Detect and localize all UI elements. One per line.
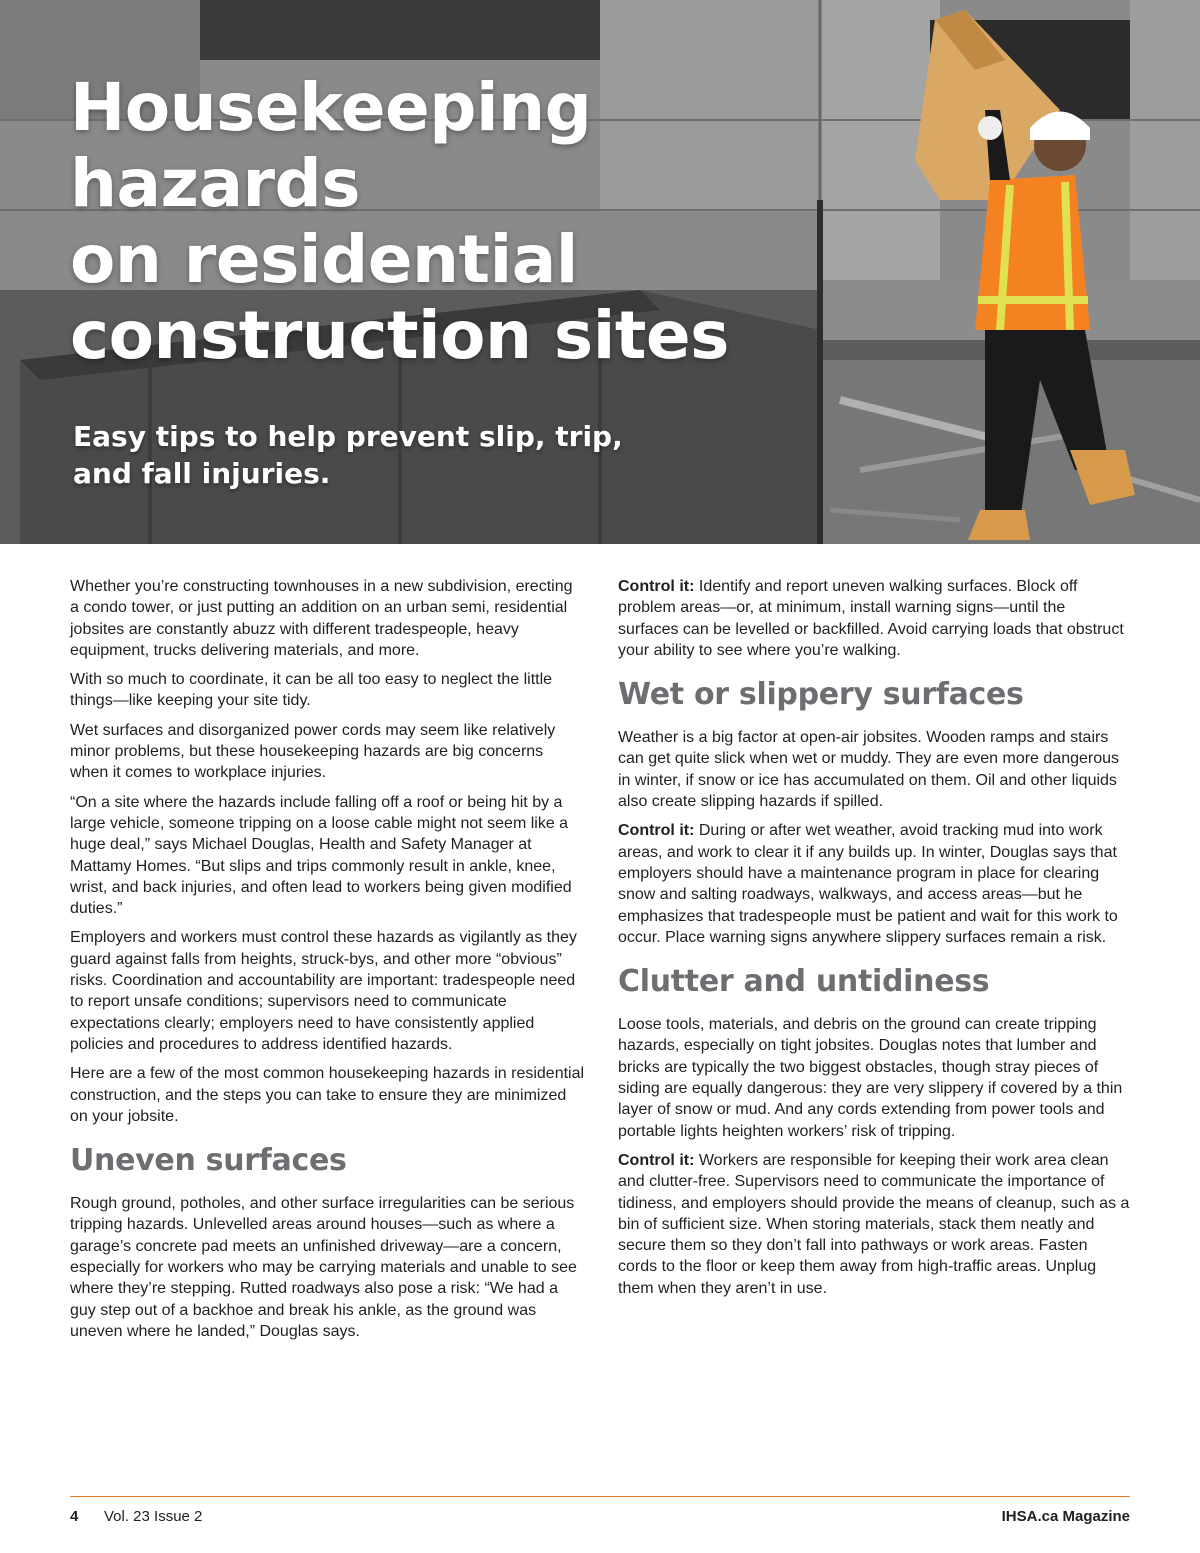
intro-paragraph: Whether you’re constructing townhouses in a new subdivision, erecting a condo tower, or just putting an addition on an urban semi, residential jobsites are constantly abuzz with different tradespeople, heavy equipment, trucks delivering materials, and more.	[70, 578, 573, 659]
page-number: 4	[70, 1508, 79, 1525]
title-line: Housekeeping	[70, 69, 592, 146]
magazine-name: IHSA.ca Magazine	[1001, 1508, 1130, 1525]
page-title	[70, 70, 830, 374]
subtitle-line: Easy tips to help prevent slip, trip,	[73, 420, 623, 453]
clutter-body: Loose tools, materials, and debris on the ground can create tripping hazards, especially on tight jobsites. Douglas notes that lumber and bricks are typically the two biggest obstacles, though stray pieces of siding are equally dangerous: they are very slippery if covered by a thin layer of snow or mud. And any cords extending from power tools and portable lights heighten workers’ risk of tripping.	[618, 1016, 1123, 1140]
intro-paragraph: Employers and workers must control these hazards as vigilantly as they guard against falls from heights, struck-bys, and other more “obvious” risks. Coordination and accountability are important: tradespeople need to report unsafe conditions; supervisors need to communicate expectations clearly; employers need to have consistently applied policies and procedures to address identified hazards.	[70, 929, 577, 1053]
wet-body: Weather is a big factor at open-air jobsites. Wooden ramps and stairs can get quite slick when wet or muddy. They are even more dangerous in winter, if snow or ice has accumulated on them. Oil and other liquids also create slipping hazards if spilled.	[618, 729, 1120, 811]
title-line: hazards	[70, 145, 361, 222]
clutter-control-paragraph	[618, 1150, 1130, 1299]
control-text: Workers are responsible for keeping their work area clean and clutter-free. Supervisors need to communicate the importance of tidiness, and employers should provide the means of cleanup, such as a bin of sufficient size. When storing materials, stack them neatly and secure them so they don’t fall into pathways or work areas. Fasten cords to the floor or keep them away from high-traffic areas. Unplug them when they aren’t in use.	[618, 1151, 1130, 1297]
intro-paragraph: Wet surfaces and disorganized power cords may seem like relatively minor problems, but these housekeeping hazards are big concerns when it comes to workplace injuries.	[70, 721, 556, 782]
title-line: on residential	[70, 221, 578, 298]
intro-paragraph: “On a site where the hazards include falling off a roof or being hit by a large vehicle, someone tripping on a loose cable might not seem like a huge deal,” says Michael Douglas, Health and Safety Manager at Mattamy Homes. “But slips and trips commonly result in ankle, knee, wrist, and back injuries, and often lead to workers being given modified duties.”	[70, 793, 572, 918]
footer-divider	[70, 1496, 1130, 1497]
control-label: Control it:	[618, 578, 695, 595]
subtitle-line: and fall injuries.	[73, 457, 331, 490]
page-footer	[70, 1508, 1130, 1528]
left-column	[70, 576, 585, 1350]
wet-control-paragraph	[618, 820, 1130, 948]
right-column	[618, 576, 1130, 1307]
control-text: Identify and report uneven walking surfaces. Block off problem areas—or, at minimum, install warning signs—until the surfaces can be levelled or backfilled. Avoid carrying loads that obstruct your ability to see where you’re walking.	[618, 578, 1124, 659]
uneven-control-paragraph	[618, 576, 1130, 661]
page-subtitle	[73, 418, 713, 492]
intro-paragraph: Here are a few of the most common housekeeping hazards in residential construction, and the steps you can take to ensure they are minimized on your jobsite.	[70, 1065, 585, 1125]
section-heading-wet: Wet or slippery surfaces	[618, 677, 1024, 713]
control-label: Control it:	[618, 1151, 695, 1169]
section-heading-uneven: Uneven surfaces	[70, 1143, 347, 1179]
control-text: During or after wet weather, avoid tracking mud into work areas, and work to clear it if any builds up. In winter, Douglas says that employers should have a maintenance program in place for clearing snow and salting roadways, walkways, and access areas—but he emphasizes that tradespeople must be patient and wait for this work to occur. Place warning signs anywhere slippery surfaces remain a risk.	[618, 822, 1118, 946]
control-label: Control it:	[618, 822, 695, 840]
title-line: construction sites	[70, 297, 729, 374]
uneven-body: Rough ground, potholes, and other surface irregularities can be serious tripping hazards. Unlevelled areas around houses—such as where a garage’s concrete pad meets an unfinished driveway—are a concern, especially for workers who may be carrying materials and unable to see where they’re stepping. Rutted roadways also pose a risk: “We had a guy step out of a backhoe and break his ankle, as the ground was uneven where he landed,” Douglas says.	[70, 1195, 577, 1340]
hero-banner	[0, 0, 1200, 544]
intro-paragraph: With so much to coordinate, it can be all too easy to neglect the little things—like keeping your site tidy.	[70, 671, 553, 710]
issue-label: Vol. 23 Issue 2	[104, 1508, 203, 1525]
section-heading-clutter: Clutter and untidiness	[618, 964, 990, 1000]
